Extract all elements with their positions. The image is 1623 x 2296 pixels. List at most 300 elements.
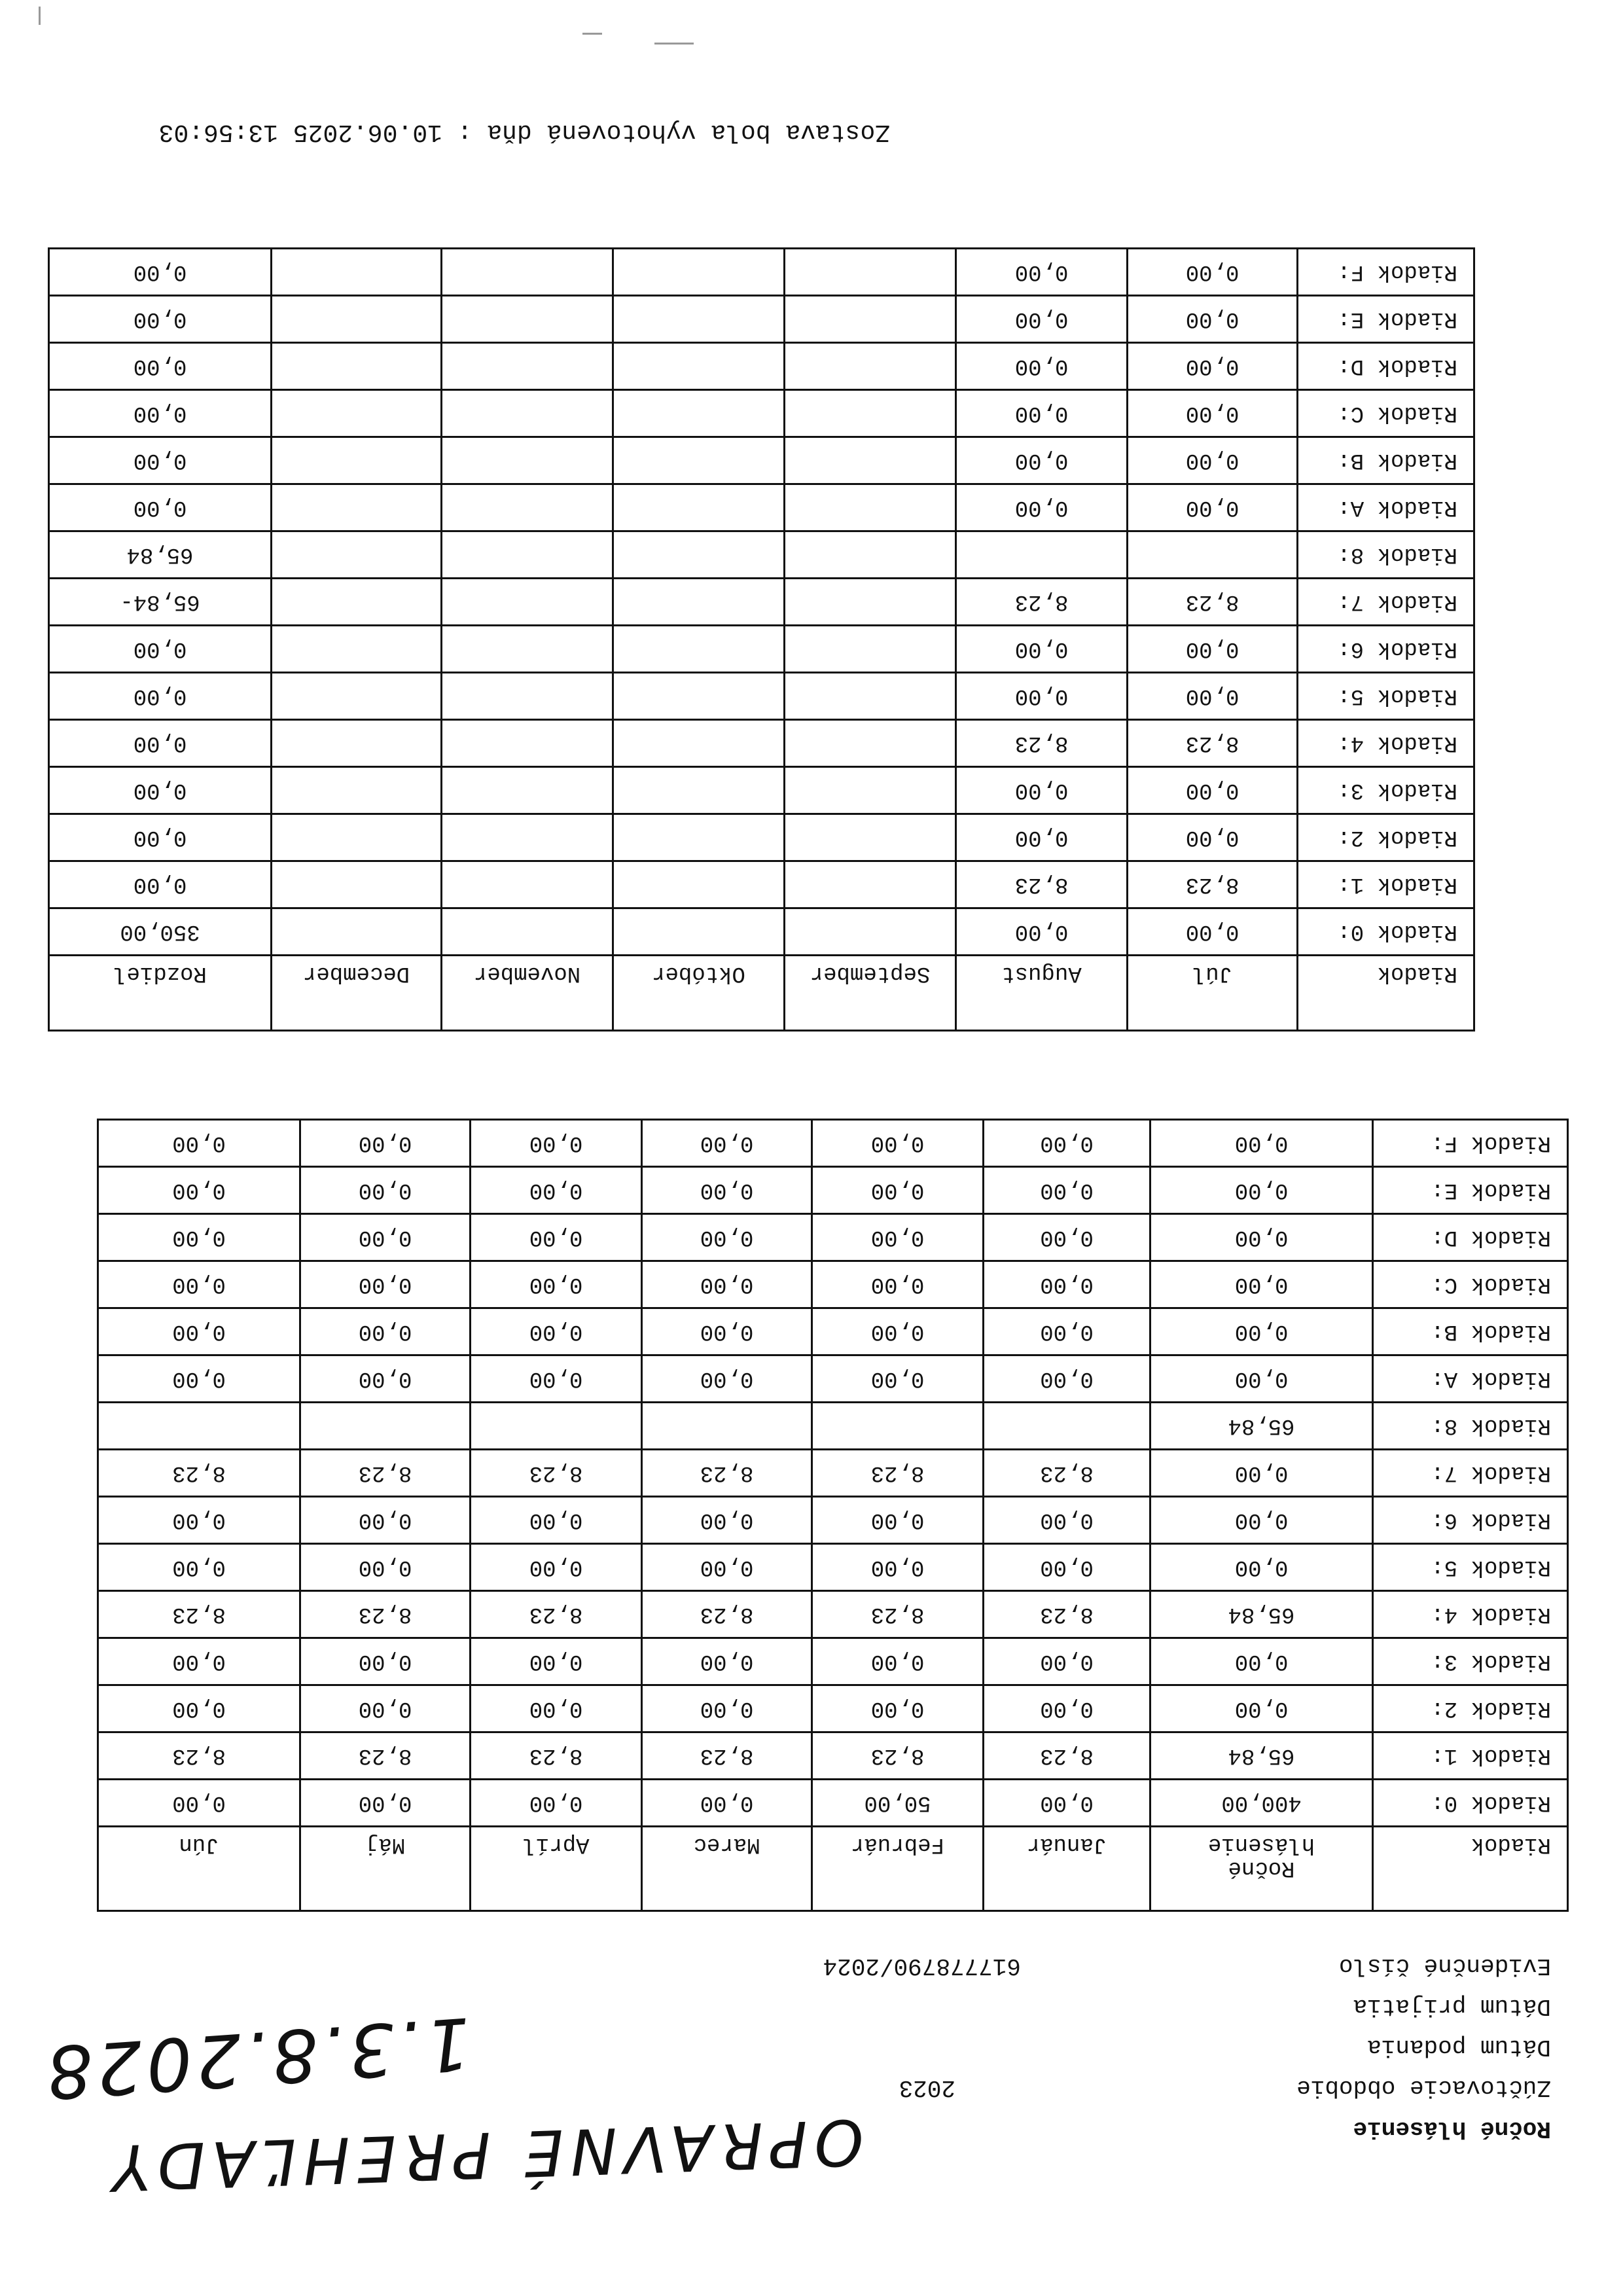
table-cell: 0,00	[300, 1355, 471, 1403]
row-label: Riadok D:	[1373, 1214, 1568, 1261]
table-cell: 0,00	[98, 1167, 300, 1214]
handwritten-date: 1.3.8.2028	[40, 2001, 474, 2115]
table-row	[98, 1308, 1568, 1355]
table-cell	[785, 767, 956, 814]
table-cell	[442, 437, 613, 484]
report-title: Ročné hlásenie	[1353, 2115, 1551, 2142]
table-cell: 8,23	[471, 1732, 642, 1780]
table-cell: 0,00	[812, 1685, 984, 1732]
table-cell: 0,00	[1150, 1450, 1373, 1497]
table-cell: 0,00	[984, 1308, 1150, 1355]
row-label: Riadok 4:	[1298, 720, 1474, 767]
row-label: Riadok 3:	[1298, 767, 1474, 814]
table-cell	[442, 861, 613, 908]
row-label: Riadok 6:	[1373, 1497, 1568, 1544]
table1-column-header: Marec	[642, 1827, 812, 1911]
table-cell: 0,00	[956, 767, 1128, 814]
table-cell: 0,00	[49, 343, 272, 390]
table-cell: 8,23	[300, 1450, 471, 1497]
table-cell	[442, 296, 613, 343]
table-cell: 0,00	[642, 1214, 812, 1261]
table-cell: 0,00	[98, 1544, 300, 1591]
table-cell: 8,23	[984, 1591, 1150, 1638]
table-cell	[613, 767, 785, 814]
table-cell: 0,00	[956, 673, 1128, 720]
table-cell: 0,00	[1150, 1167, 1373, 1214]
table-row	[49, 343, 1474, 390]
table-cell: 0,00	[49, 814, 272, 861]
row-label: Riadok B:	[1298, 437, 1474, 484]
table-cell: 0,00	[471, 1638, 642, 1685]
table-cell: 0,00	[300, 1780, 471, 1827]
table-cell: 65,84	[1150, 1591, 1373, 1638]
row-label: Riadok E:	[1298, 296, 1474, 343]
row-label: Riadok C:	[1373, 1261, 1568, 1308]
table-cell: 0,00	[956, 437, 1128, 484]
table-cell	[785, 437, 956, 484]
table-cell	[785, 908, 956, 956]
register-label: Evidenčné číslo	[1338, 1952, 1551, 1979]
table-cell: 8,23	[812, 1450, 984, 1497]
table-cell: 0,00	[300, 1638, 471, 1685]
row-label: Riadok 4:	[1373, 1591, 1568, 1638]
table-cell: 0,00	[642, 1120, 812, 1167]
table-cell: 0,00	[642, 1780, 812, 1827]
row-label: Riadok A:	[1298, 484, 1474, 531]
table-cell: 0,00	[1128, 908, 1298, 956]
table-cell: 0,00	[956, 484, 1128, 531]
table-cell: 0,00	[956, 296, 1128, 343]
table-cell: 0,00	[984, 1214, 1150, 1261]
row-label: Riadok 5:	[1373, 1544, 1568, 1591]
table-cell: 8,23	[1128, 861, 1298, 908]
table-cell: 0,00	[984, 1167, 1150, 1214]
table-cell: 350,00	[49, 908, 272, 956]
table-cell	[785, 390, 956, 437]
table-cell: 0,00	[984, 1685, 1150, 1732]
table-cell: 0,00	[812, 1214, 984, 1261]
table-cell: 0,00	[1128, 673, 1298, 720]
table-cell: 0,00	[300, 1685, 471, 1732]
table-cell: 0,00	[1128, 296, 1298, 343]
table-cell	[613, 814, 785, 861]
table2-column-header: August	[956, 956, 1128, 1031]
table-row	[49, 579, 1474, 626]
table-cell: 0,00	[1128, 484, 1298, 531]
row-label: Riadok 3:	[1373, 1638, 1568, 1685]
table-row	[98, 1355, 1568, 1403]
table-cell	[785, 814, 956, 861]
table-row	[98, 1167, 1568, 1214]
generated-timestamp: Zostava bola vyhotovená dňa : 10.06.2025 13:56:03	[158, 118, 890, 146]
table-cell: 8,23	[956, 720, 1128, 767]
table-cell: 0,00	[1128, 343, 1298, 390]
table-cell: 65,84	[1150, 1403, 1373, 1450]
table-cell: 0,00	[812, 1638, 984, 1685]
table-cell: 0,00	[300, 1497, 471, 1544]
table-cell: 0,00	[1150, 1120, 1373, 1167]
table-cell: 0,00	[49, 249, 272, 296]
table-cell	[272, 579, 442, 626]
table-cell: 8,23	[642, 1732, 812, 1780]
table-cell: 0,00	[984, 1780, 1150, 1827]
table-row	[49, 626, 1474, 673]
table-cell	[613, 908, 785, 956]
table-cell: 0,00	[98, 1261, 300, 1308]
table-cell: 0,00	[1150, 1214, 1373, 1261]
table-cell	[613, 484, 785, 531]
table-row	[49, 908, 1474, 956]
table-cell	[272, 673, 442, 720]
table-cell: 0,00	[984, 1355, 1150, 1403]
table-cell: 8,23	[471, 1450, 642, 1497]
table-cell: 0,00	[1128, 249, 1298, 296]
table-cell: 0,00	[471, 1497, 642, 1544]
table-cell: 8,23	[642, 1450, 812, 1497]
table-cell: 0,00	[49, 390, 272, 437]
table-cell	[442, 579, 613, 626]
table-cell: 0,00	[956, 908, 1128, 956]
table-cell: 0,00	[984, 1638, 1150, 1685]
table-cell: 0,00	[1150, 1261, 1373, 1308]
table-cell: 0,00	[1128, 767, 1298, 814]
table-cell: 0,00	[1150, 1308, 1373, 1355]
table-cell: 0,00	[471, 1780, 642, 1827]
table-cell: 0,00	[300, 1214, 471, 1261]
table-cell: 0,00	[49, 767, 272, 814]
table-row	[98, 1403, 1568, 1450]
table-cell	[984, 1403, 1150, 1450]
row-label: Riadok 7:	[1298, 579, 1474, 626]
table-cell: 65,84	[1150, 1732, 1373, 1780]
table-cell	[272, 720, 442, 767]
table-cell: 0,00	[471, 1685, 642, 1732]
table-cell	[442, 673, 613, 720]
table-row	[49, 720, 1474, 767]
table-row	[49, 767, 1474, 814]
table-cell: 0,00	[1150, 1355, 1373, 1403]
table-cell: 8,23	[956, 579, 1128, 626]
table-cell: 0,00	[956, 249, 1128, 296]
table-cell: 0,00	[642, 1308, 812, 1355]
table-cell	[272, 484, 442, 531]
table-cell	[471, 1403, 642, 1450]
table1-column-header: Jún	[98, 1827, 300, 1911]
table-cell	[785, 484, 956, 531]
table-row	[98, 1497, 1568, 1544]
table-cell	[613, 720, 785, 767]
table-row	[98, 1780, 1568, 1827]
row-label: Riadok 1:	[1298, 861, 1474, 908]
table-cell	[956, 531, 1128, 579]
table-cell: 0,00	[956, 390, 1128, 437]
table-cell	[613, 390, 785, 437]
period-value: 2023	[899, 2074, 955, 2101]
table1-column-header: Máj	[300, 1827, 471, 1911]
handwritten-note: OPRAVNÉ PREHĽADY	[104, 2104, 865, 2205]
table-cell	[442, 767, 613, 814]
table-row	[49, 249, 1474, 296]
table-row	[98, 1450, 1568, 1497]
table-cell: 0,00	[984, 1544, 1150, 1591]
table-row	[98, 1638, 1568, 1685]
table2-column-header: September	[785, 956, 956, 1031]
table2-column-header: Júl	[1128, 956, 1298, 1031]
table-cell: 0,00	[642, 1544, 812, 1591]
table-cell: 400,00	[1150, 1780, 1373, 1827]
row-label: Riadok F:	[1373, 1120, 1568, 1167]
table-cell	[272, 249, 442, 296]
table-cell	[785, 296, 956, 343]
table-cell: 8,23	[812, 1732, 984, 1780]
table-cell	[98, 1403, 300, 1450]
table-cell: 0,00	[642, 1685, 812, 1732]
table-cell	[785, 626, 956, 673]
table-cell: 0,00	[49, 296, 272, 343]
table-cell: 0,00	[300, 1167, 471, 1214]
table-cell	[272, 814, 442, 861]
table2-column-header: Rozdiel	[49, 956, 272, 1031]
table-cell: 0,00	[812, 1167, 984, 1214]
table-cell: 0,00	[1150, 1638, 1373, 1685]
table-cell: 0,00	[98, 1685, 300, 1732]
period-label: Zúčtovacie obdobie	[1296, 2074, 1551, 2101]
table-cell: 8,23	[956, 861, 1128, 908]
row-label: Riadok A:	[1373, 1355, 1568, 1403]
table-cell	[785, 249, 956, 296]
table-cell	[785, 579, 956, 626]
received-label: Dátum prijatia	[1353, 1993, 1551, 2020]
table-row	[49, 390, 1474, 437]
table-cell: 0,00	[642, 1167, 812, 1214]
table-cell	[613, 249, 785, 296]
table-cell: 0,00	[812, 1120, 984, 1167]
table-cell	[613, 343, 785, 390]
row-label: Riadok 5:	[1298, 673, 1474, 720]
table-cell	[812, 1403, 984, 1450]
table-cell: 0,00	[98, 1214, 300, 1261]
table-cell	[613, 861, 785, 908]
table-cell	[442, 720, 613, 767]
table-cell: 8,23	[1128, 579, 1298, 626]
row-label: Riadok 1:	[1373, 1732, 1568, 1780]
table-cell: 0,00	[1150, 1497, 1373, 1544]
table1-column-header: Ročné hlásenie	[1150, 1827, 1373, 1911]
table-cell	[613, 579, 785, 626]
row-label: Riadok 2:	[1298, 814, 1474, 861]
table-cell	[785, 531, 956, 579]
table-cell	[272, 390, 442, 437]
table-cell: 0,00	[471, 1214, 642, 1261]
table-cell: 8,23	[98, 1591, 300, 1638]
table-cell: 0,00	[471, 1544, 642, 1591]
table-cell: 0,00	[1150, 1685, 1373, 1732]
table-row	[98, 1591, 1568, 1638]
table1-column-header: Riadok	[1373, 1827, 1568, 1911]
table-row	[49, 484, 1474, 531]
table-cell	[272, 767, 442, 814]
row-label: Riadok C:	[1298, 390, 1474, 437]
table-cell: 0,00	[812, 1308, 984, 1355]
table-cell: 65,84-	[49, 579, 272, 626]
table-cell: 8,23	[98, 1732, 300, 1780]
table-cell	[613, 673, 785, 720]
table-cell	[442, 390, 613, 437]
table-cell: 0,00	[956, 626, 1128, 673]
table-cell: 50,00	[812, 1780, 984, 1827]
table-cell: 0,00	[98, 1497, 300, 1544]
row-label: Riadok 8:	[1373, 1403, 1568, 1450]
table2-column-header: November	[442, 956, 613, 1031]
table-cell: 0,00	[984, 1120, 1150, 1167]
table1-column-header: Január	[984, 1827, 1150, 1911]
table-cell: 8,23	[98, 1450, 300, 1497]
scan-speck	[654, 43, 694, 45]
table-cell: 0,00	[49, 626, 272, 673]
table-cell: 65,84	[49, 531, 272, 579]
table-cell: 0,00	[471, 1167, 642, 1214]
table-cell: 0,00	[300, 1120, 471, 1167]
table-cell: 0,00	[300, 1308, 471, 1355]
row-label: Riadok F:	[1298, 249, 1474, 296]
table-cell	[785, 673, 956, 720]
table-cell	[613, 437, 785, 484]
table-cell: 0,00	[642, 1355, 812, 1403]
table-cell	[272, 343, 442, 390]
table-cell	[272, 437, 442, 484]
table-cell: 0,00	[812, 1497, 984, 1544]
register-value: 617778790/2024	[823, 1952, 1021, 1979]
table-cell	[442, 531, 613, 579]
table-cell	[642, 1403, 812, 1450]
table-cell	[613, 626, 785, 673]
table-cell: 8,23	[300, 1732, 471, 1780]
table-cell: 0,00	[471, 1355, 642, 1403]
scan-speck	[39, 7, 41, 25]
table-row	[49, 861, 1474, 908]
table-row	[49, 296, 1474, 343]
table-cell: 0,00	[956, 814, 1128, 861]
table-cell: 0,00	[812, 1355, 984, 1403]
table-row	[49, 814, 1474, 861]
table-cell: 0,00	[1150, 1544, 1373, 1591]
table-row	[98, 1214, 1568, 1261]
table-cell: 0,00	[49, 861, 272, 908]
table-cell	[272, 861, 442, 908]
table-cell: 0,00	[1128, 626, 1298, 673]
table-cell: 0,00	[300, 1544, 471, 1591]
row-label: Riadok 0:	[1373, 1780, 1568, 1827]
table-row	[98, 1732, 1568, 1780]
table-cell	[1128, 531, 1298, 579]
table-cell: 0,00	[471, 1120, 642, 1167]
submitted-label: Dátum podania	[1367, 2034, 1551, 2060]
row-label: Riadok 8:	[1298, 531, 1474, 579]
table2-column-header: Október	[613, 956, 785, 1031]
table-row	[98, 1120, 1568, 1167]
table-cell	[613, 531, 785, 579]
table-cell: 0,00	[49, 484, 272, 531]
table-cell	[785, 861, 956, 908]
table-cell: 0,00	[984, 1261, 1150, 1308]
table-cell: 0,00	[1128, 814, 1298, 861]
table-row	[98, 1544, 1568, 1591]
row-label: Riadok 0:	[1298, 908, 1474, 956]
table-cell: 8,23	[812, 1591, 984, 1638]
row-label: Riadok E:	[1373, 1167, 1568, 1214]
table-cell: 0,00	[1128, 390, 1298, 437]
table-cell	[272, 296, 442, 343]
table-cell: 0,00	[812, 1261, 984, 1308]
row-label: Riadok B:	[1373, 1308, 1568, 1355]
table-cell	[613, 296, 785, 343]
table-months-jan-jun	[97, 1119, 1569, 1912]
table-cell: 0,00	[642, 1497, 812, 1544]
table-cell: 8,23	[1128, 720, 1298, 767]
table-cell	[442, 249, 613, 296]
table-cell	[785, 343, 956, 390]
table-cell: 0,00	[642, 1261, 812, 1308]
table-cell: 0,00	[98, 1308, 300, 1355]
table-cell: 0,00	[812, 1544, 984, 1591]
table-cell: 0,00	[49, 437, 272, 484]
table-cell	[442, 343, 613, 390]
table-cell: 0,00	[49, 673, 272, 720]
table-cell	[272, 531, 442, 579]
row-label: Riadok 2:	[1373, 1685, 1568, 1732]
table-cell: 0,00	[98, 1638, 300, 1685]
table-cell: 0,00	[98, 1355, 300, 1403]
table-cell	[300, 1403, 471, 1450]
row-label: Riadok 7:	[1373, 1450, 1568, 1497]
table-row	[98, 1261, 1568, 1308]
table-cell: 0,00	[1128, 437, 1298, 484]
table-cell: 0,00	[984, 1497, 1150, 1544]
table-cell	[442, 814, 613, 861]
row-label: Riadok D:	[1298, 343, 1474, 390]
table-cell: 0,00	[98, 1780, 300, 1827]
table-months-jul-dec	[48, 247, 1475, 1031]
table-cell: 0,00	[49, 720, 272, 767]
table-cell: 0,00	[300, 1261, 471, 1308]
table-row	[49, 437, 1474, 484]
table-cell	[442, 484, 613, 531]
table2-column-header: Riadok	[1298, 956, 1474, 1031]
table-cell: 0,00	[471, 1308, 642, 1355]
table-row	[49, 531, 1474, 579]
table-cell	[785, 720, 956, 767]
table-cell: 8,23	[642, 1591, 812, 1638]
table-cell: 0,00	[471, 1261, 642, 1308]
table-cell	[272, 908, 442, 956]
table-cell: 0,00	[956, 343, 1128, 390]
table-row	[98, 1685, 1568, 1732]
table1-column-header: Apríl	[471, 1827, 642, 1911]
table-cell: 0,00	[642, 1638, 812, 1685]
table1-column-header: Február	[812, 1827, 984, 1911]
table-cell	[442, 626, 613, 673]
scan-speck	[582, 33, 602, 35]
table-row	[49, 673, 1474, 720]
table2-column-header: December	[272, 956, 442, 1031]
table-cell	[272, 626, 442, 673]
table-cell: 8,23	[300, 1591, 471, 1638]
table-cell: 8,23	[984, 1732, 1150, 1780]
table-cell: 8,23	[471, 1591, 642, 1638]
table-cell	[442, 908, 613, 956]
table-cell: 0,00	[98, 1120, 300, 1167]
row-label: Riadok 6:	[1298, 626, 1474, 673]
